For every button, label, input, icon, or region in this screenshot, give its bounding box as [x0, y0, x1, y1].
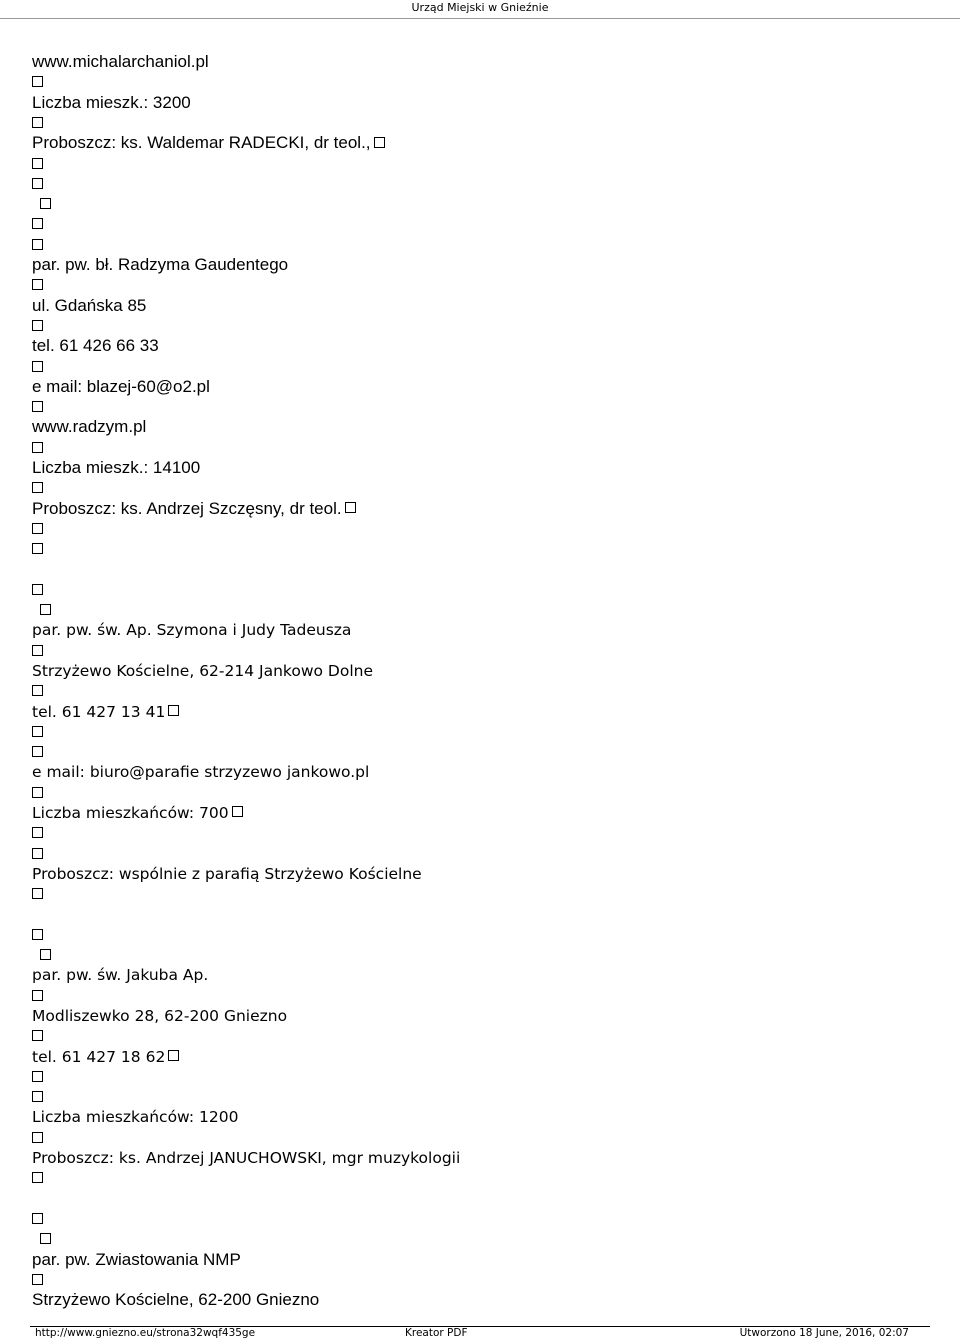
bullet-line: [32, 925, 932, 945]
bullet-line: [32, 1067, 932, 1087]
text-line: [32, 296, 932, 316]
missing-glyph-icon: [168, 1050, 179, 1061]
parish-priest-text: Proboszcz: wspólnie z parafią Strzyżewo Kościelne: [32, 864, 422, 883]
text-line: [32, 93, 932, 113]
footer-generator: Kreator PDF: [405, 1327, 468, 1339]
footer-created-date: Utworzono 18 June, 2016, 02:07: [739, 1327, 909, 1339]
text-line: [32, 1107, 932, 1127]
bullet-line: [32, 986, 932, 1006]
text-line: [32, 458, 932, 478]
bullet-line: [32, 356, 932, 376]
missing-glyph-icon: [40, 604, 51, 615]
email-link[interactable]: e mail: biuro@parafie strzyzewo jankowo.pl: [32, 763, 370, 782]
text-line: [32, 620, 932, 640]
parish-name-text: par. pw. bł. Radzyma Gaudentego: [32, 254, 289, 274]
population-text: Liczba mieszkańców: 700: [32, 803, 229, 822]
parish-priest-text: Proboszcz: ks. Andrzej JANUCHOWSKI, mgr muzykologii: [32, 1149, 461, 1168]
missing-glyph-icon: [32, 239, 43, 250]
bullet-line: [32, 1026, 932, 1046]
parish-name-text: par. pw. św. Jakuba Ap.: [32, 966, 209, 985]
bullet-line: [32, 519, 932, 539]
missing-glyph-icon: [32, 929, 43, 940]
text-line: [32, 1290, 932, 1310]
page-header-title: Urząd Miejski w Gnieźnie: [411, 1, 549, 14]
address-text: Strzyżewo Kościelne, 62-214 Jankowo Dolne: [32, 661, 373, 680]
missing-glyph-icon: [32, 1030, 43, 1041]
missing-glyph-icon: [374, 137, 385, 148]
missing-glyph-icon: [168, 705, 179, 716]
text-line: [32, 1047, 932, 1067]
missing-glyph-icon: [232, 806, 243, 817]
missing-glyph-icon: [32, 158, 43, 169]
missing-glyph-icon: [32, 827, 43, 838]
missing-glyph-icon: [32, 1274, 43, 1285]
missing-glyph-icon: [32, 645, 43, 656]
bullet-line: [32, 1128, 932, 1148]
missing-glyph-icon: [40, 198, 51, 209]
bullet-line: [32, 1087, 932, 1107]
text-line: [32, 255, 932, 275]
bullet-line: [32, 478, 932, 498]
header-divider: [0, 18, 960, 19]
bullet-line: [32, 235, 932, 255]
blank-line: [32, 904, 932, 924]
missing-glyph-icon: [32, 361, 43, 372]
missing-glyph-icon: [40, 1233, 51, 1244]
bullet-line: [32, 113, 932, 133]
text-line: [32, 1148, 932, 1168]
missing-glyph-icon: [40, 949, 51, 960]
missing-glyph-icon: [32, 76, 43, 87]
missing-glyph-icon: [32, 1091, 43, 1102]
missing-glyph-icon: [32, 1071, 43, 1082]
missing-glyph-icon: [32, 117, 43, 128]
address-text: Strzyżewo Kościelne, 62-200 Gniezno: [32, 1290, 320, 1310]
missing-glyph-icon: [32, 848, 43, 859]
population-text: Liczba mieszk.: 14100: [32, 457, 201, 477]
bullet-line: [32, 722, 932, 742]
bullet-line: [32, 945, 932, 965]
document-body: [32, 52, 932, 1310]
parish-priest-text: Proboszcz: ks. Waldemar RADECKI, dr teol.,: [32, 133, 371, 153]
missing-glyph-icon: [32, 746, 43, 757]
blank-line: [32, 1189, 932, 1209]
bullet-line: [32, 580, 932, 600]
bullet-line: [32, 275, 932, 295]
bullet-line: [32, 438, 932, 458]
population-text: Liczba mieszk.: 3200: [32, 92, 191, 112]
bullet-line: [32, 681, 932, 701]
bullet-line: [32, 742, 932, 762]
website-link[interactable]: www.radzym.pl: [32, 417, 147, 437]
missing-glyph-icon: [32, 1132, 43, 1143]
missing-glyph-icon: [32, 726, 43, 737]
missing-glyph-icon: [32, 888, 43, 899]
bullet-line: [32, 1270, 932, 1290]
text-line: [32, 702, 932, 722]
missing-glyph-icon: [32, 990, 43, 1001]
missing-glyph-icon: [32, 523, 43, 534]
missing-glyph-icon: [32, 442, 43, 453]
text-line: [32, 1250, 932, 1270]
address-text: Modliszewko 28, 62-200 Gniezno: [32, 1006, 288, 1025]
missing-glyph-icon: [32, 482, 43, 493]
text-line: [32, 762, 932, 782]
bullet-line: [32, 1168, 932, 1188]
text-line: [32, 336, 932, 356]
missing-glyph-icon: [32, 584, 43, 595]
missing-glyph-icon: [32, 279, 43, 290]
bullet-line: [32, 174, 932, 194]
footer-url-link[interactable]: http://www.gniezno.eu/strona32wqf435ge: [35, 1327, 256, 1339]
missing-glyph-icon: [32, 401, 43, 412]
bullet-line: [32, 397, 932, 417]
missing-glyph-icon: [32, 685, 43, 696]
blank-line: [32, 559, 932, 579]
text-line: [32, 377, 932, 397]
parish-name-text: par. pw. św. Ap. Szymona i Judy Tadeusza: [32, 621, 352, 640]
bullet-line: [32, 539, 932, 559]
text-line: [32, 52, 932, 72]
text-line: [32, 133, 932, 153]
bullet-line: [32, 823, 932, 843]
missing-glyph-icon: [32, 543, 43, 554]
text-line: [32, 864, 932, 884]
text-line: [32, 661, 932, 681]
missing-glyph-icon: [32, 320, 43, 331]
website-link[interactable]: www.michalarchaniol.pl: [32, 52, 209, 71]
email-link[interactable]: e mail: blazej-60@o2.pl: [32, 376, 210, 396]
parish-name-text: par. pw. Zwiastowania NMP: [32, 1249, 241, 1269]
page-footer: [0, 1327, 960, 1341]
phone-text: tel. 61 427 13 41: [32, 702, 166, 721]
bullet-line: [32, 316, 932, 336]
text-line: [32, 1006, 932, 1026]
bullet-line: [32, 194, 932, 214]
bullet-line: [32, 641, 932, 661]
missing-glyph-icon: [32, 178, 43, 189]
missing-glyph-icon: [32, 787, 43, 798]
bullet-line: [32, 214, 932, 234]
bullet-line: [32, 783, 932, 803]
missing-glyph-icon: [32, 1213, 43, 1224]
bullet-line: [32, 1229, 932, 1249]
text-line: [32, 803, 932, 823]
bullet-line: [32, 72, 932, 92]
bullet-line: [32, 844, 932, 864]
bullet-line: [32, 1209, 932, 1229]
text-line: [32, 965, 932, 985]
text-line: [32, 499, 932, 519]
address-text: ul. Gdańska 85: [32, 295, 147, 315]
phone-text: tel. 61 426 66 33: [32, 336, 159, 356]
bullet-line: [32, 153, 932, 173]
missing-glyph-icon: [32, 1172, 43, 1183]
bullet-line: [32, 884, 932, 904]
missing-glyph-icon: [345, 502, 356, 513]
parish-priest-text: Proboszcz: ks. Andrzej Szczęsny, dr teol.: [32, 498, 342, 518]
bullet-line: [32, 600, 932, 620]
phone-text: tel. 61 427 18 62: [32, 1047, 166, 1066]
missing-glyph-icon: [32, 218, 43, 229]
text-line: [32, 417, 932, 437]
population-text: Liczba mieszkańców: 1200: [32, 1108, 239, 1127]
